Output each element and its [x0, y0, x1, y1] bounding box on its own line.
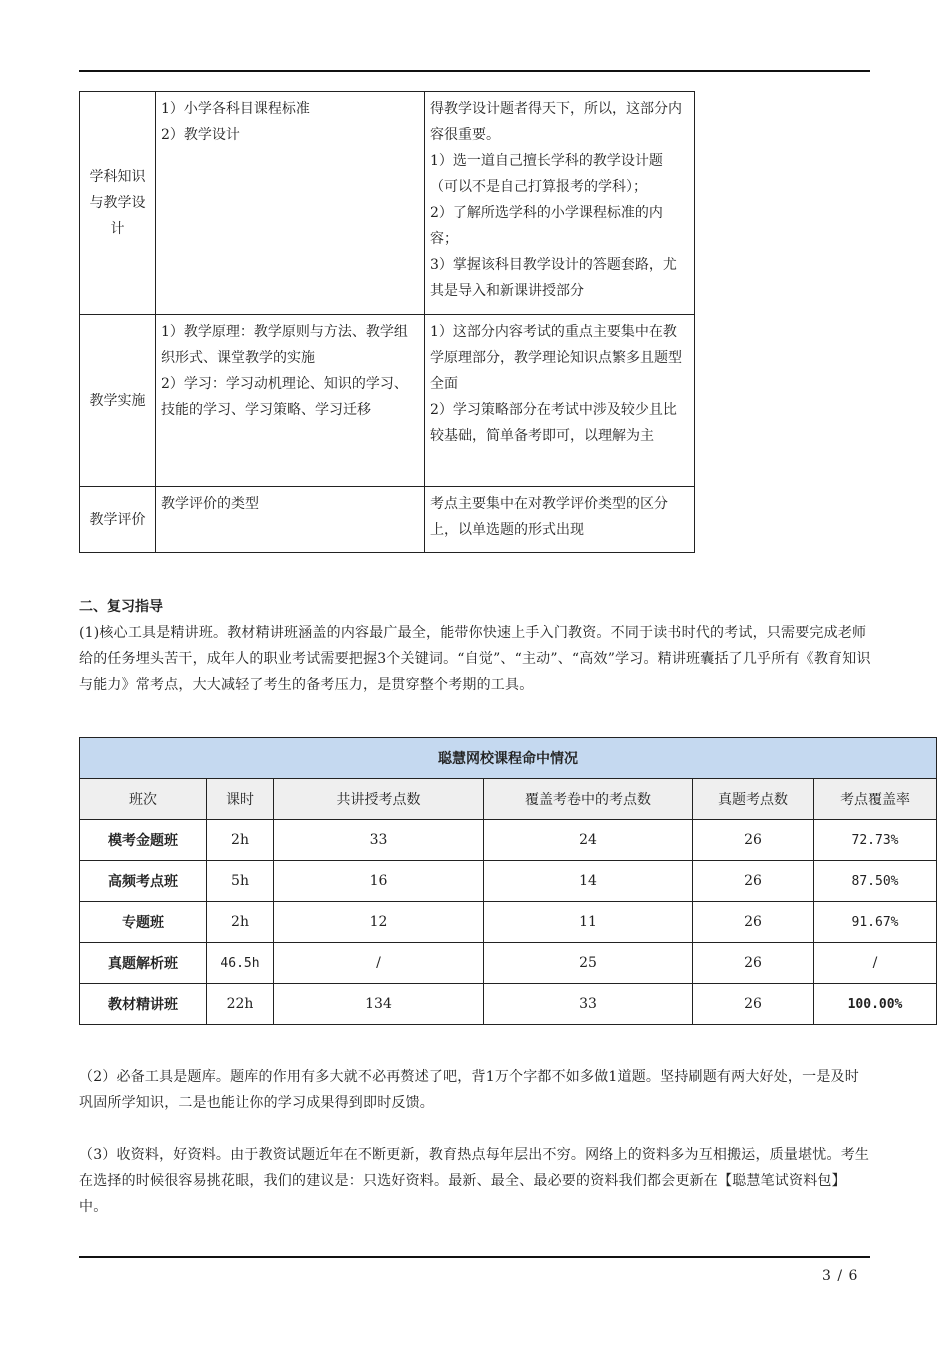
table-row: [80, 315, 695, 487]
class-name: 高频考点班: [80, 861, 207, 902]
covered-cell: 11: [484, 902, 693, 943]
exam-points-cell: 26: [693, 820, 814, 861]
table-row: [80, 902, 937, 943]
taught-cell: 134: [274, 984, 484, 1025]
taught-cell: /: [274, 943, 484, 984]
content-line: 教学评价的类型: [161, 496, 259, 512]
class-name: 专题班: [80, 902, 207, 943]
hours-cell: 2h: [207, 902, 274, 943]
class-name: 真题解析班: [80, 943, 207, 984]
advice-line: 1）这部分内容考试的重点主要集中在教学原理部分，教学理论知识点繁多且题型全面: [430, 324, 682, 392]
rate-cell: 72.73%: [814, 820, 937, 861]
content-line: 2）教学设计: [161, 127, 240, 143]
content-cell: [156, 315, 425, 487]
column-header: 班次: [80, 779, 207, 820]
column-header: 共讲授考点数: [274, 779, 484, 820]
covered-cell: 25: [484, 943, 693, 984]
advice-line: 得教学设计题者得天下，所以，这部分内容很重要。: [430, 101, 682, 143]
header-rule: [79, 70, 870, 72]
table-header-row: [80, 779, 937, 820]
advice-line: 2）学习策略部分在考试中涉及较少且比较基础，简单备考即可，以理解为主: [430, 402, 677, 444]
exam-points-cell: 26: [693, 902, 814, 943]
class-name: 教材精讲班: [80, 984, 207, 1025]
taught-cell: 33: [274, 820, 484, 861]
rate-cell: 91.67%: [814, 902, 937, 943]
content-line: 1）小学各科目课程标准: [161, 101, 310, 117]
subject-cell: 教学实施: [80, 315, 156, 487]
advice-line: 3）掌握该科目教学设计的答题套路，尤其是导入和新课讲授部分: [430, 257, 677, 299]
paragraph-question-bank: （2）必备工具是题库。题库的作用有多大就不必再赘述了吧，背1万个字都不如多做1道题。坚持刷题有两大好处，一是及时巩固所学知识，二是也能让你的学习成果得到即时反馈。: [79, 1069, 859, 1111]
advice-line: 1）选一道自己擅长学科的教学设计题（可以不是自己打算报考的学科）；: [430, 153, 663, 195]
table-row: [80, 861, 937, 902]
covered-cell: 24: [484, 820, 693, 861]
advice-cell: [425, 92, 695, 315]
advice-line: 2）了解所选学科的小学课程标准的内容；: [430, 205, 663, 247]
advice-cell: [425, 315, 695, 487]
hours-cell: 22h: [207, 984, 274, 1025]
hours-cell: 5h: [207, 861, 274, 902]
column-header: 课时: [207, 779, 274, 820]
taught-cell: 12: [274, 902, 484, 943]
hit-rate-table: [79, 737, 937, 1025]
table-row: [80, 943, 937, 984]
rate-cell: 87.50%: [814, 861, 937, 902]
table-row: [80, 820, 937, 861]
advice-cell: [425, 487, 695, 553]
taught-cell: 16: [274, 861, 484, 902]
subject-cell: 教学评价: [80, 487, 156, 553]
table-row: [80, 487, 695, 553]
exam-points-cell: 26: [693, 943, 814, 984]
rate-cell: /: [814, 943, 937, 984]
paragraph-core-tool: (1)核心工具是精讲班。教材精讲班涵盖的内容最广最全，能带你快速上手入门教资。不同于读书时代的考试，只需要完成老师给的任务埋头苦干，成年人的职业考试需要把握3个关键词。“自觉”、“主动”、“高效”学习。精讲班囊括了几乎所有《教育知识与能力》常考点，大大减轻了考生的备考压力，是贯穿整个考期的工具。: [79, 625, 871, 693]
content-cell: [156, 487, 425, 553]
footer-rule: [79, 1256, 870, 1258]
page-number: 3 / 6: [822, 1268, 859, 1284]
syllabus-table: [79, 91, 695, 553]
table-caption: 聪慧网校课程命中情况: [80, 738, 937, 779]
advice-line: 考点主要集中在对教学评价类型的区分上，以单选题的形式出现: [430, 496, 668, 538]
section-title: 二、复习指导: [79, 599, 163, 615]
covered-cell: 33: [484, 984, 693, 1025]
exam-points-cell: 26: [693, 984, 814, 1025]
column-header: 覆盖考卷中的考点数: [484, 779, 693, 820]
exam-points-cell: 26: [693, 861, 814, 902]
covered-cell: 14: [484, 861, 693, 902]
column-header: 考点覆盖率: [814, 779, 937, 820]
subject-cell: 学科知识与教学设计: [80, 92, 156, 315]
hours-cell: 2h: [207, 820, 274, 861]
hours-cell: 46.5h: [207, 943, 274, 984]
class-name: 模考金题班: [80, 820, 207, 861]
content-line: 2）学习：学习动机理论、知识的学习、技能的学习、学习策略、学习迁移: [161, 376, 408, 418]
table-row: [80, 984, 937, 1025]
table-row: [80, 92, 695, 315]
content-cell: [156, 92, 425, 315]
paragraph-materials: （3）收资料，好资料。由于教资试题近年在不断更新，教育热点每年层出不穷。网络上的资料多为互相搬运，质量堪忧。考生在选择的时候很容易挑花眼，我们的建议是：只选好资料。最新、最全、最必要的资料我们都会更新在【聪慧笔试资料包】中。: [79, 1147, 870, 1215]
rate-cell: 100.00%: [814, 984, 937, 1025]
content-line: 1）教学原理：教学原则与方法、教学组织形式、课堂教学的实施: [161, 324, 408, 366]
column-header: 真题考点数: [693, 779, 814, 820]
